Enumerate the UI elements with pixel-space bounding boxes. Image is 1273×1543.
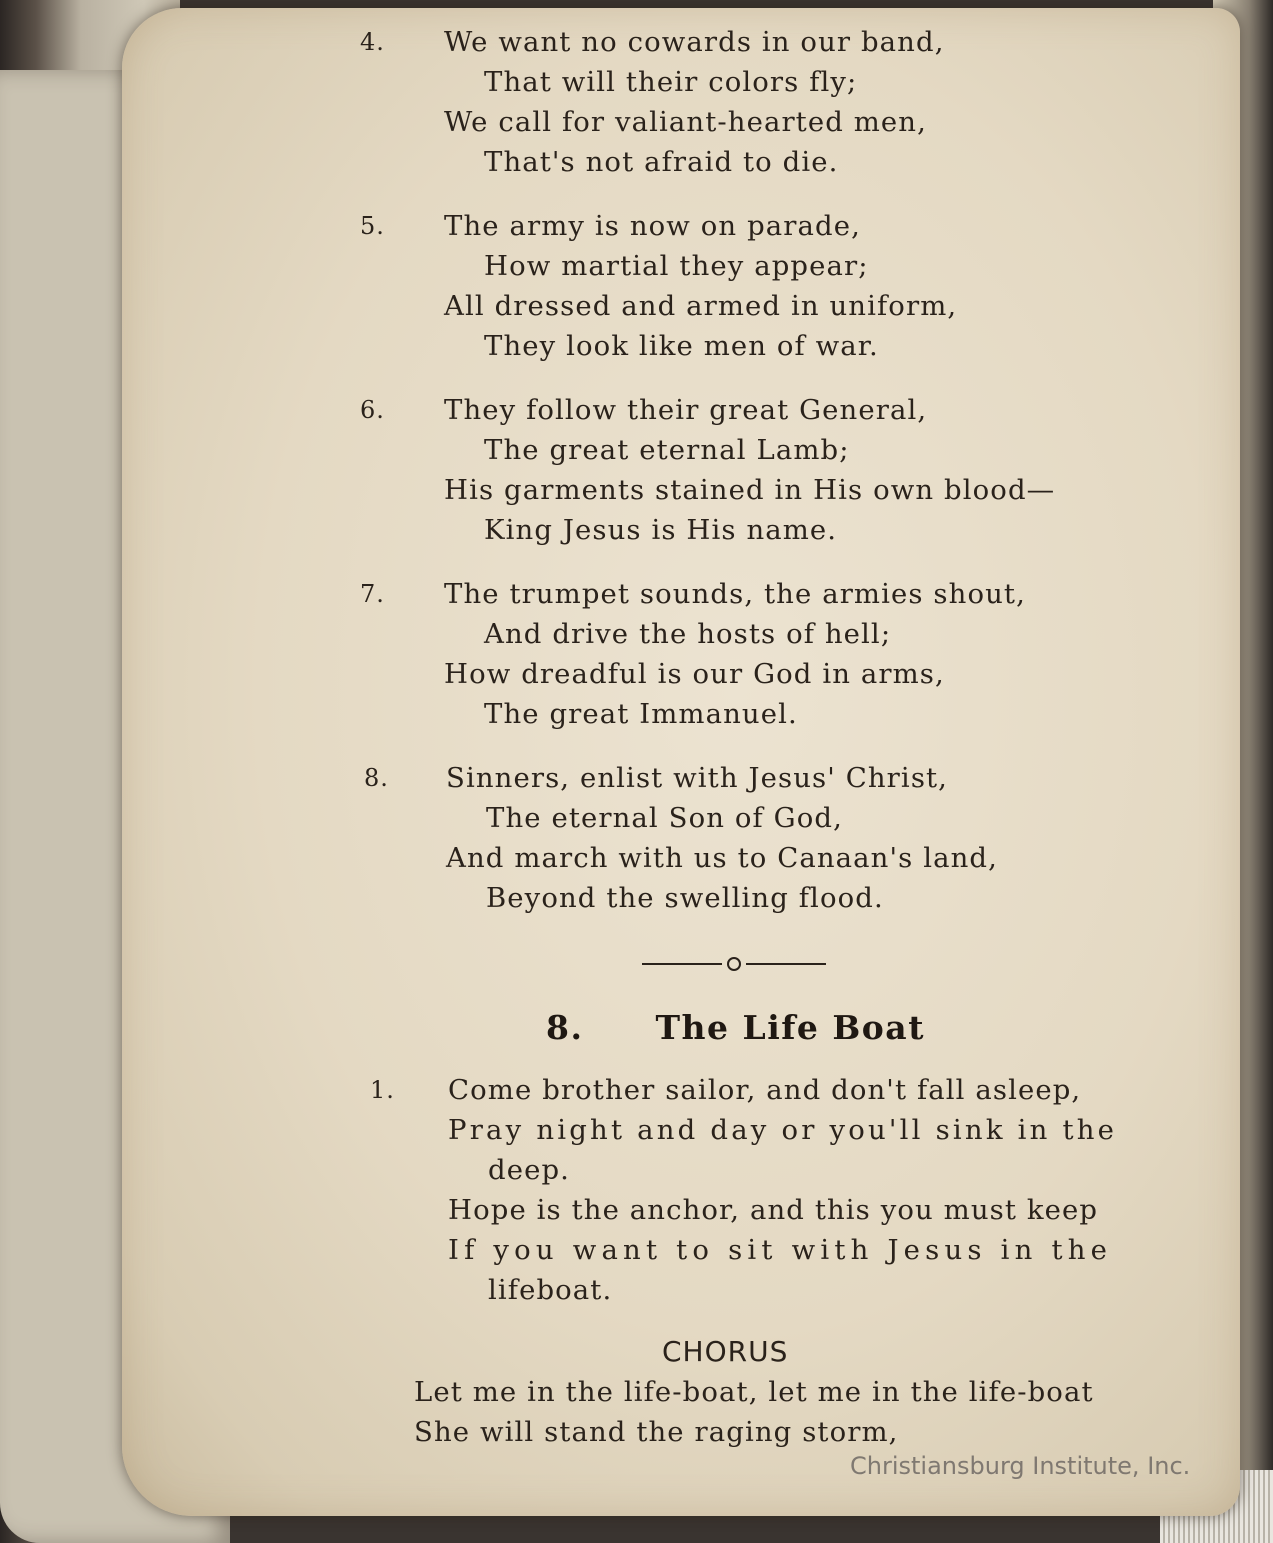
verse-line: How dreadful is our God in arms, bbox=[444, 658, 945, 690]
verse-line: That's not afraid to die. bbox=[484, 146, 839, 178]
chorus-line: Let me in the life-boat, let me in the life-boat bbox=[414, 1376, 1094, 1408]
verse-line: Hope is the anchor, and this you must keep bbox=[448, 1194, 1099, 1226]
verse-line: The great eternal Lamb; bbox=[484, 434, 850, 466]
verse-line: They look like men of war. bbox=[484, 330, 879, 362]
verse-line: If you want to sit with Jesus in the bbox=[448, 1234, 1113, 1266]
chorus-heading: CHORUS bbox=[662, 1335, 789, 1368]
verse-line: King Jesus is His name. bbox=[484, 514, 838, 546]
verse-line: The army is now on parade, bbox=[444, 210, 861, 242]
verse-line: Come brother sailor, and don't fall asleep, bbox=[448, 1074, 1082, 1106]
verse-line: They follow their great General, bbox=[444, 394, 928, 426]
verse-line: How martial they appear; bbox=[484, 250, 869, 282]
hymn-title bbox=[546, 1006, 925, 1050]
verse-line: deep. bbox=[488, 1154, 570, 1186]
hymn-number: 8. bbox=[546, 1008, 584, 1047]
verse-line: And march with us to Canaan's land, bbox=[446, 842, 998, 874]
ornament-divider bbox=[640, 952, 830, 976]
verse-number: 4. bbox=[360, 28, 385, 56]
verse-line: Sinners, enlist with Jesus' Christ, bbox=[446, 762, 949, 794]
verse-number: 5. bbox=[360, 212, 385, 240]
verse-number: 1. bbox=[370, 1076, 395, 1104]
hymnal-page bbox=[122, 8, 1240, 1516]
verse-line: The eternal Son of God, bbox=[486, 802, 843, 834]
watermark-text: Christiansburg Institute, Inc. bbox=[850, 1452, 1191, 1480]
verse-number: 6. bbox=[360, 396, 385, 424]
verse-line: We call for valiant-hearted men, bbox=[444, 106, 927, 138]
verse-line: The trumpet sounds, the armies shout, bbox=[444, 578, 1026, 610]
verse-number: 7. bbox=[360, 580, 385, 608]
hymn-name: The Life Boat bbox=[655, 1008, 925, 1047]
verse-line: That will their colors fly; bbox=[484, 66, 858, 98]
verse-line: His garments stained in His own blood— bbox=[444, 474, 1056, 506]
verse-line: Pray night and day or you'll sink in the bbox=[448, 1114, 1118, 1146]
verse-line: And drive the hosts of hell; bbox=[484, 618, 892, 650]
verse-line: Beyond the swelling flood. bbox=[486, 882, 884, 914]
chorus-line: She will stand the raging storm, bbox=[414, 1416, 899, 1448]
verse-number: 8. bbox=[364, 764, 389, 792]
verse-line: We want no cowards in our band, bbox=[444, 26, 945, 58]
verse-line: All dressed and armed in uniform, bbox=[444, 290, 958, 322]
verse-line: lifeboat. bbox=[488, 1274, 613, 1306]
verse-line: The great Immanuel. bbox=[484, 698, 798, 730]
